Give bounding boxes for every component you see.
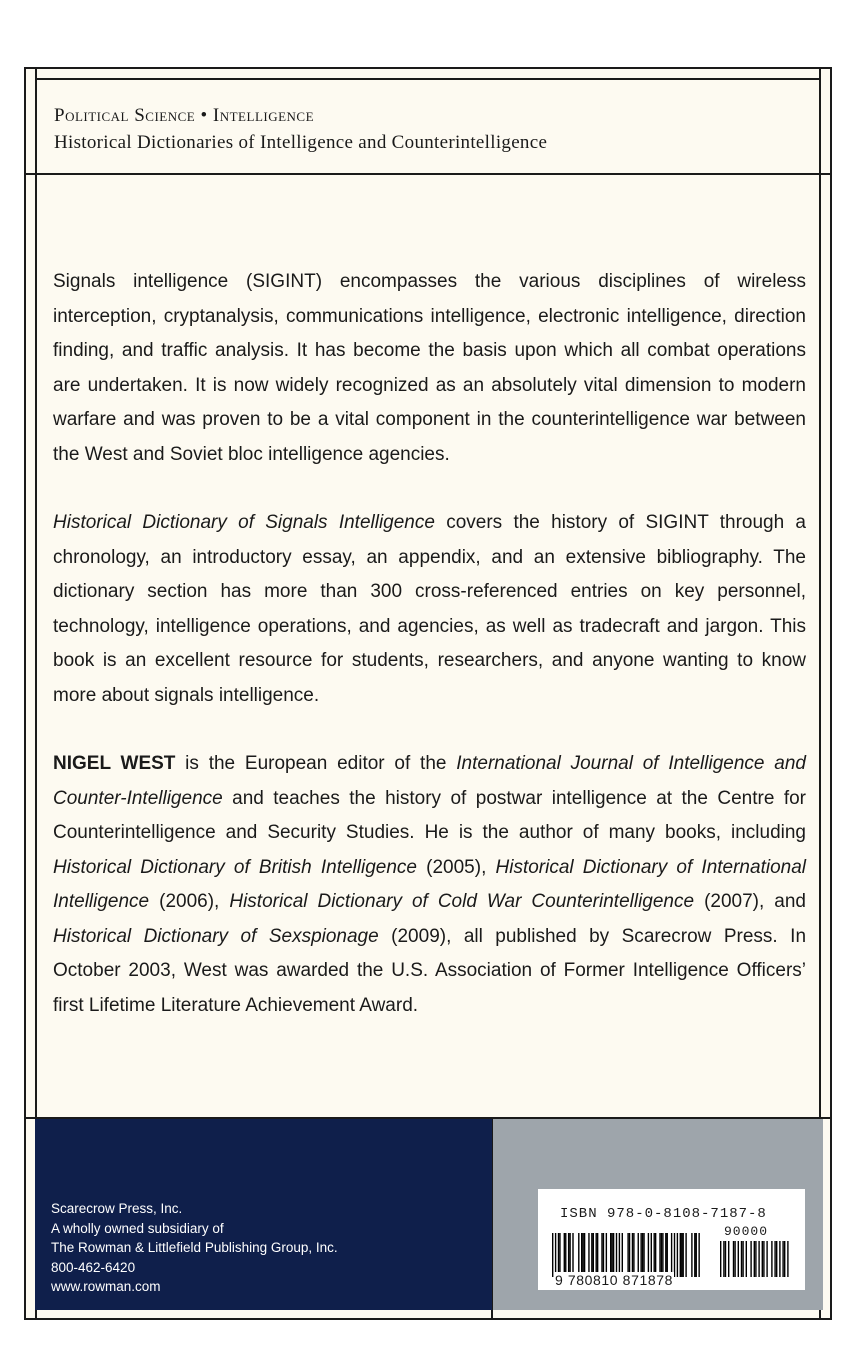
barcode-bar: [694, 1233, 695, 1277]
barcode-bar: [667, 1233, 668, 1277]
description: [53, 265, 806, 1057]
barcode-bar: [619, 1233, 620, 1277]
author-name: NIGEL WEST: [53, 753, 176, 774]
isbn-number: ISBN 978-0-8108-7187-8: [560, 1206, 767, 1222]
addon-bar: [779, 1241, 780, 1277]
barcode-bar: [681, 1233, 682, 1277]
barcode-bar: [601, 1233, 602, 1277]
addon-bar: [746, 1241, 747, 1277]
book-title: Historical Dictionary of Signals Intelligence: [53, 512, 435, 533]
author-text: (2005),: [416, 856, 496, 878]
author-text: (2007), and: [694, 891, 806, 912]
addon-bar: [723, 1241, 724, 1277]
publisher-panel: [35, 1119, 492, 1310]
addon-bar: [733, 1241, 734, 1277]
publisher-info: [51, 1199, 338, 1297]
barcode-bar: [558, 1233, 559, 1277]
addon-bar: [734, 1241, 735, 1277]
paragraph-sigint: Signals intelligence (SIGINT) encompasses the various disciplines of wireless interception, cryptanalysis, communications intelligence, electronic intelligence, direction finding, and traffic analysis. It has become the basis upon which all combat operations are undertaken. It is now widely recognized as an absolutely vital dimension to modern warfare and was proven to be a vital component in the counterintelligence war between the West and Soviet bloc intelligence agencies.: [53, 271, 806, 465]
barcode-panel: [493, 1119, 823, 1310]
related-book-title: Historical Dictionary of Sexspionage: [53, 925, 379, 947]
barcode-bar: [683, 1233, 684, 1277]
barcode-bar: [603, 1233, 604, 1277]
barcode-bar: [632, 1233, 633, 1277]
barcode-bar: [610, 1233, 611, 1277]
subseries-label: Historical Dictionaries of Intelligence and Counterintelligence: [54, 132, 548, 153]
barcode-bar: [591, 1233, 592, 1277]
author-text: and teaches the history of postwar intelligence at the Centre for Counterintelligence and Security Studies. He is the author of many books, including: [53, 787, 806, 843]
addon-bar: [782, 1241, 783, 1277]
barcode-bar: [559, 1233, 560, 1277]
barcode-bar: [677, 1233, 678, 1277]
barcode-bar: [662, 1233, 663, 1277]
barcode-bar: [685, 1233, 686, 1277]
barcode-bar: [651, 1233, 652, 1277]
addon-bar: [728, 1241, 729, 1277]
author-text: is the European editor of the: [175, 753, 457, 774]
addon-bar: [784, 1241, 785, 1277]
paragraph-author: [53, 747, 806, 1023]
barcode-bar: [616, 1233, 617, 1277]
barcode-bar: [671, 1233, 672, 1277]
barcode-bar: [596, 1233, 597, 1277]
barcode-bar: [613, 1233, 614, 1277]
addon-bar: [738, 1241, 739, 1277]
barcode-bar: [606, 1233, 607, 1277]
barcode-bar: [564, 1233, 565, 1277]
addon-bar: [762, 1241, 763, 1277]
author-text: (2006),: [149, 891, 230, 912]
addon-bar: [771, 1241, 772, 1277]
related-book-title: Historical Dictionary of British Intelligence: [53, 856, 417, 878]
addon-bar: [741, 1241, 742, 1277]
barcode-bar: [611, 1233, 612, 1277]
addon-bar: [742, 1241, 743, 1277]
publisher-name: Scarecrow Press, Inc.: [51, 1201, 183, 1216]
addon-bar: [787, 1241, 788, 1277]
addon-bar: [754, 1241, 755, 1277]
addon-bar: [763, 1241, 764, 1277]
barcode-bar: [643, 1233, 644, 1277]
book-description: covers the history of SIGINT through a chronology, an introductory essay, an appendix, and an extensive bibliography. The dictionary section has more than 300 cross-referenced entries on key personnel, technology, intelligence operations, and agencies, as well as tradecraft and jargon. This book is an excellent resource for students, researchers, and anyone wanting to know more about signals intelligence.: [53, 512, 806, 706]
barcode-bar: [661, 1233, 662, 1277]
barcode-bar: [659, 1233, 660, 1277]
addon-bar: [774, 1241, 775, 1277]
journal-title: International Journal of Intelligence and Counter-Intelligence: [53, 753, 806, 809]
barcode-bar: [569, 1233, 570, 1277]
barcode-bar: [552, 1233, 553, 1277]
barcode-bar: [582, 1233, 583, 1277]
price-code: 90000: [724, 1224, 769, 1239]
barcode-bar: [640, 1233, 641, 1277]
frame-top-rule: [35, 78, 821, 80]
related-book-title: Historical Dictionary of Cold War Counterintelligence: [229, 891, 695, 912]
barcode-bar: [584, 1233, 585, 1277]
barcode-bar: [622, 1233, 623, 1277]
publisher-url: www.rowman.com: [51, 1279, 161, 1294]
addon-bar: [720, 1241, 721, 1277]
header: [54, 103, 547, 157]
addon-bar: [766, 1241, 767, 1277]
publisher-phone: 800-462-6420: [51, 1259, 136, 1275]
publisher-subsidiary: A wholly owned subsidiary of: [51, 1220, 224, 1236]
barcode-digits: 9 780810 871878: [555, 1272, 673, 1288]
barcode-bar: [654, 1233, 655, 1277]
barcode-bar: [578, 1233, 579, 1277]
barcode-bar: [638, 1233, 639, 1277]
publisher-group: The Rowman & Littlefield Publishing Group, Inc.: [51, 1240, 338, 1255]
header-divider: [26, 173, 830, 175]
barcode-bar: [597, 1233, 598, 1277]
barcode-bar: [696, 1233, 697, 1277]
barcode-bar: [629, 1233, 630, 1277]
barcode-bar: [581, 1233, 582, 1277]
addon-bar: [776, 1241, 777, 1277]
paragraph-book: [53, 506, 806, 713]
barcode-bar: [568, 1233, 569, 1277]
barcode-bar: [642, 1233, 643, 1277]
barcode-bar: [648, 1233, 649, 1277]
barcode-bar: [565, 1233, 566, 1277]
addon-bar: [755, 1241, 756, 1277]
barcode-bar: [674, 1233, 675, 1277]
barcode-bar: [627, 1233, 628, 1277]
barcode-bar: [555, 1233, 556, 1277]
barcode-bar: [572, 1233, 573, 1277]
barcode-bar: [691, 1233, 692, 1277]
related-book-title: Historical Dictionary of International Intelligence: [53, 856, 806, 912]
barcode-bar: [655, 1233, 656, 1277]
barcode-bar: [698, 1233, 699, 1277]
barcode-bar: [665, 1233, 666, 1277]
series-label: Political Science • Intelligence: [54, 105, 315, 126]
book-back-cover: [24, 67, 832, 1320]
addon-bar: [750, 1241, 751, 1277]
barcode-label: [538, 1189, 805, 1290]
barcode-bar: [588, 1233, 589, 1277]
addon-bar: [725, 1241, 726, 1277]
barcode-bar: [633, 1233, 634, 1277]
addon-bar: [758, 1241, 759, 1277]
author-text: (2009), all published by Scarecrow Press. In October 2003, West was awarded the U.S. Association of Former Intelligence Officers’ first Lifetime Literature Achievement Award.: [53, 925, 807, 1016]
barcode-bar: [593, 1233, 594, 1277]
barcode-bar: [680, 1233, 681, 1277]
